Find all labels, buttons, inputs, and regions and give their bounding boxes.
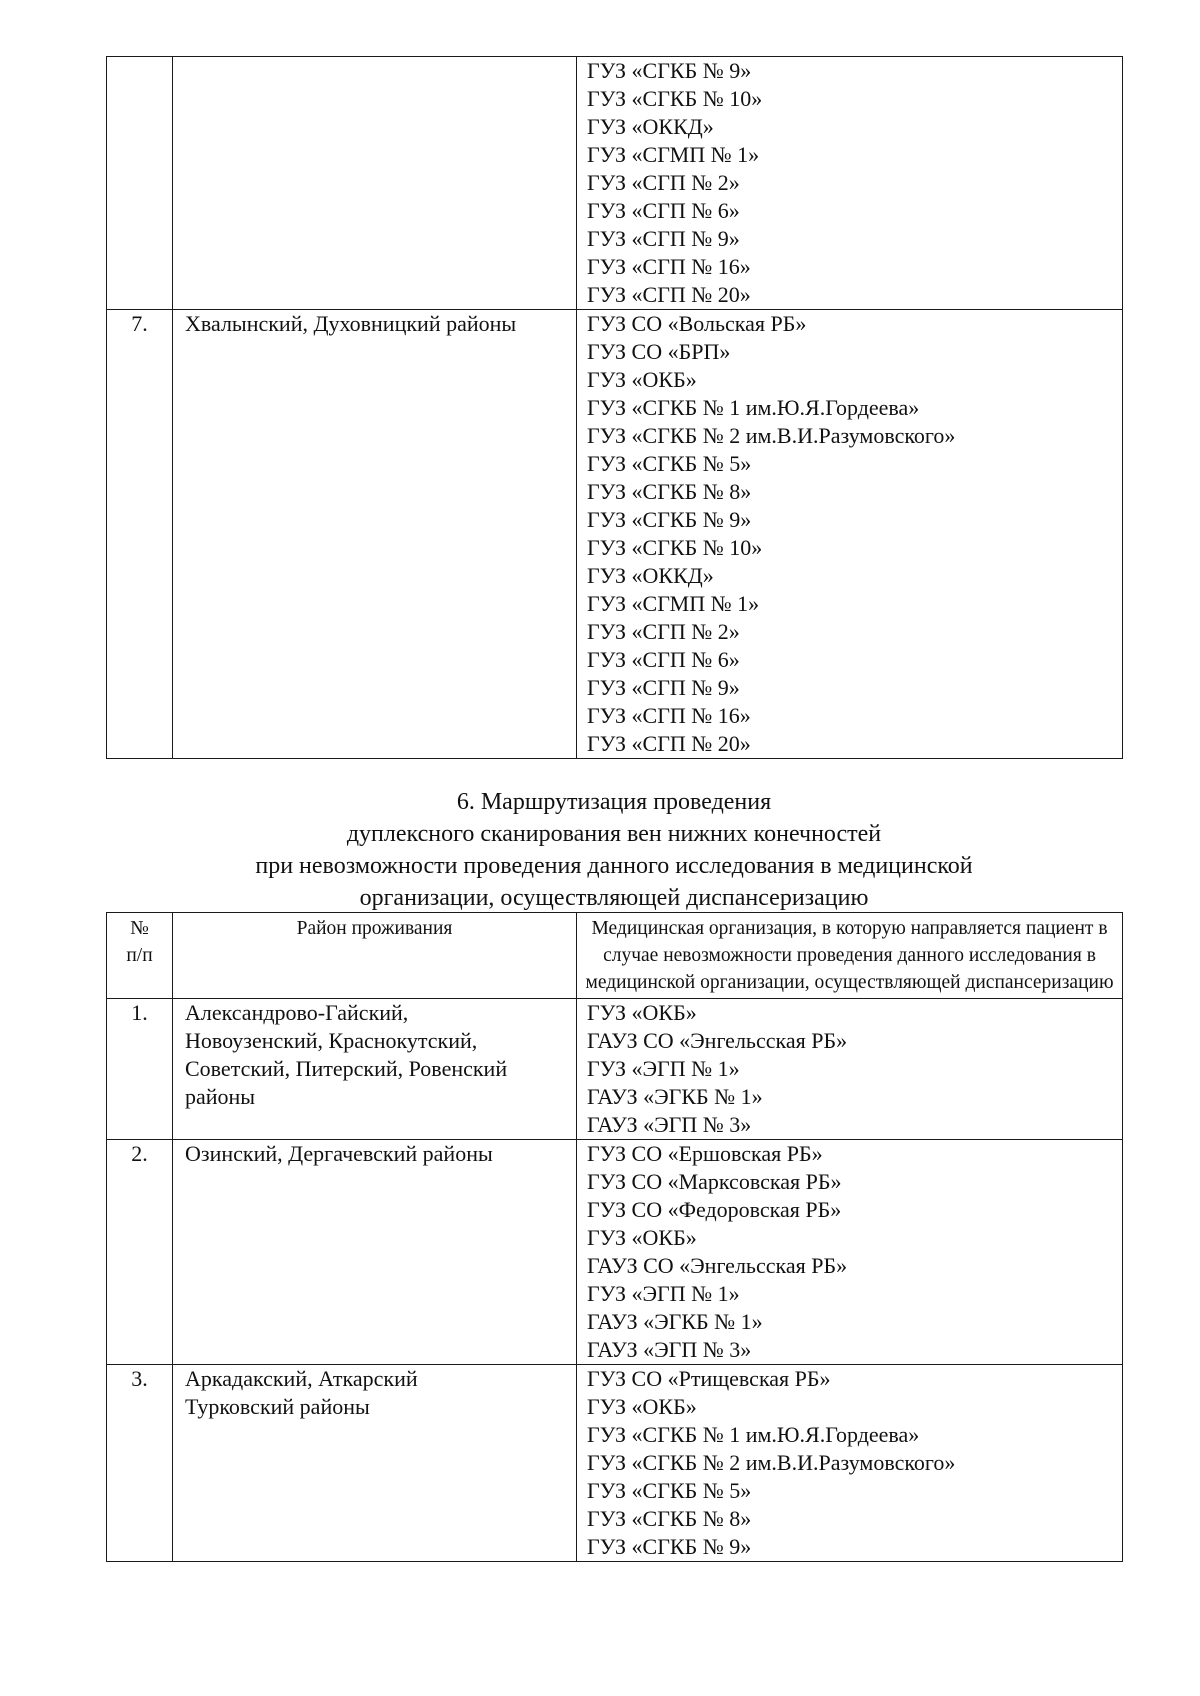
organization-item: ГУЗ «ОКБ»: [587, 1394, 697, 1419]
district-cell: [173, 57, 577, 310]
section-title-line: дуплексного сканирования вен нижних конечностей: [346, 821, 882, 847]
table-row: [107, 1140, 1123, 1365]
organization-item: ГУЗ «СГКБ № 1 им.Ю.Я.Гордеева»: [587, 1422, 920, 1447]
organizations-cell: [577, 57, 1123, 310]
organization-item: ГУЗ «СГП № 6»: [587, 198, 740, 223]
district-cell: Хвалынский, Духовницкий районы: [173, 310, 577, 759]
organization-item: ГУЗ «СГП № 9»: [587, 675, 740, 700]
organization-item: ГАУЗ «ЭГП № 3»: [587, 1337, 752, 1362]
section-title-line: 6. Маршрутизация проведения: [456, 789, 772, 815]
row-number: 1.: [107, 999, 173, 1140]
table-row: [107, 1365, 1123, 1562]
organizations-cell: [577, 1365, 1123, 1562]
section-title-line: организации, осуществляющей диспансеризацию: [359, 885, 869, 911]
organization-item: ГУЗ «СГКБ № 10»: [587, 535, 763, 560]
organization-item: ГУЗ «ОКБ»: [587, 1225, 697, 1250]
organization-item: ГУЗ «ОКБ»: [587, 367, 697, 392]
organization-item: ГУЗ «СГМП № 1»: [587, 142, 760, 167]
district-cell: [173, 1140, 577, 1365]
organization-item: ГАУЗ «ЭГКБ № 1»: [587, 1084, 763, 1109]
organization-item: ГУЗ «СГКБ № 10»: [587, 86, 763, 111]
row-number: 7.: [107, 310, 173, 759]
organization-item: ГУЗ СО «БРП»: [587, 339, 731, 364]
organization-item: ГУЗ «СГКБ № 8»: [587, 479, 752, 504]
district-line: Советский, Питерский, Ровенский: [185, 1056, 508, 1081]
district-line: Аркадакский, Аткарский: [185, 1366, 418, 1391]
district-line: Новоузенский, Краснокутский,: [185, 1028, 478, 1053]
row-number: 3.: [107, 1365, 173, 1562]
district-line: Турковский районы: [185, 1394, 370, 1419]
table-header-row: [107, 913, 1123, 999]
row-number: [107, 57, 173, 310]
organization-item: ГАУЗ «ЭГКБ № 1»: [587, 1309, 763, 1334]
district-line: Озинский, Дергачевский районы: [185, 1141, 493, 1166]
organization-item: ГУЗ СО «Ершовская РБ»: [587, 1141, 823, 1166]
organization-item: ГУЗ «СГП № 20»: [587, 282, 751, 307]
organization-item: ГУЗ СО «Марксовская РБ»: [587, 1169, 842, 1194]
organization-item: ГУЗ «ОККД»: [587, 114, 714, 139]
header-number: № п/п: [107, 913, 173, 999]
organizations-cell: [577, 1140, 1123, 1365]
organization-item: ГУЗ «ЭГП № 1»: [587, 1281, 740, 1306]
organization-item: ГАУЗ «ЭГП № 3»: [587, 1112, 752, 1137]
organization-item: ГАУЗ СО «Энгельсская РБ»: [587, 1253, 848, 1278]
routing-table: [106, 912, 1123, 1562]
organization-item: ГУЗ «СГП № 16»: [587, 254, 751, 279]
organization-item: ГУЗ СО «Федоровская РБ»: [587, 1197, 842, 1222]
organization-item: ГУЗ «СГКБ № 2 им.В.И.Разумовского»: [587, 1450, 956, 1475]
organization-item: ГУЗ «СГМП № 1»: [587, 591, 760, 616]
organization-item: ГУЗ «СГКБ № 8»: [587, 1506, 752, 1531]
organizations-cell: [577, 310, 1123, 759]
district-line: Александрово-Гайский,: [185, 1000, 409, 1025]
section-title: [106, 786, 1122, 914]
organization-item: ГУЗ «СГКБ № 9»: [587, 1534, 752, 1559]
organization-item: ГУЗ «СГКБ № 9»: [587, 58, 752, 83]
district-line: районы: [185, 1084, 256, 1109]
organization-item: ГУЗ «ОККД»: [587, 563, 714, 588]
organizations-cell: [577, 999, 1123, 1140]
organization-item: ГУЗ «СГП № 16»: [587, 703, 751, 728]
header-organization: Медицинская организация, в которую направляется пациент в случае невозможности проведения данного исследования в медицинской организации, осуществляющей диспансеризацию: [577, 913, 1123, 999]
organization-item: ГУЗ «СГКБ № 5»: [587, 1478, 752, 1503]
row-number: 2.: [107, 1140, 173, 1365]
organization-item: ГУЗ «СГП № 2»: [587, 619, 740, 644]
table-row: [107, 999, 1123, 1140]
continuation-table: [106, 56, 1123, 759]
organization-item: ГАУЗ СО «Энгельсская РБ»: [587, 1028, 848, 1053]
table-row: [107, 57, 1123, 310]
district-cell: [173, 1365, 577, 1562]
table-row: [107, 310, 1123, 759]
organization-item: ГУЗ «СГКБ № 2 им.В.И.Разумовского»: [587, 423, 956, 448]
organization-item: ГУЗ «СГКБ № 9»: [587, 507, 752, 532]
organization-item: ГУЗ «СГП № 6»: [587, 647, 740, 672]
organization-item: ГУЗ «СГКБ № 1 им.Ю.Я.Гордеева»: [587, 395, 920, 420]
organization-item: ГУЗ «ЭГП № 1»: [587, 1056, 740, 1081]
organization-item: ГУЗ СО «Ртищевская РБ»: [587, 1366, 831, 1391]
organization-item: ГУЗ «ОКБ»: [587, 1000, 697, 1025]
district-cell: [173, 999, 577, 1140]
section-title-line: при невозможности проведения данного исследования в медицинской: [255, 853, 973, 879]
organization-item: ГУЗ «СГП № 2»: [587, 170, 740, 195]
header-district: Район проживания: [173, 913, 577, 999]
organization-item: ГУЗ «СГП № 9»: [587, 226, 740, 251]
organization-item: ГУЗ СО «Вольская РБ»: [587, 311, 807, 336]
organization-item: ГУЗ «СГКБ № 5»: [587, 451, 752, 476]
organization-item: ГУЗ «СГП № 20»: [587, 731, 751, 756]
